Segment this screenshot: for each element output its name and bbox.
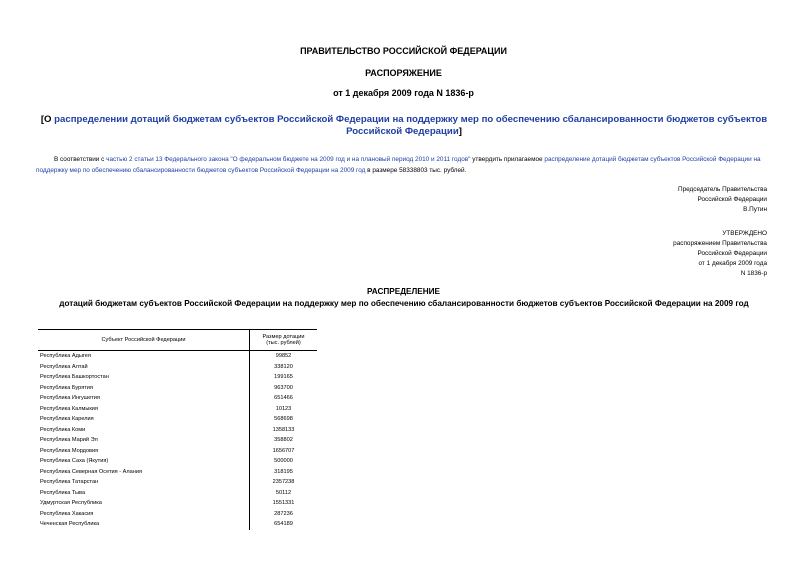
table-row (38, 425, 317, 436)
approval-line-2: распоряжением Правительства (673, 240, 767, 247)
title-close-bracket: ] (458, 126, 462, 137)
table-row (38, 351, 317, 362)
subsidy-amount-cell: 50112 (275, 489, 292, 496)
region-name-cell: Республика Карелия (38, 414, 250, 425)
table-row (38, 519, 317, 530)
subsidy-amount-cell: 500000 (274, 458, 293, 465)
table-row (38, 362, 317, 373)
subsidy-amount-cell: 963700 (274, 384, 293, 391)
approval-line-5: N 1836-р (740, 270, 767, 277)
table-header-row (38, 330, 317, 351)
table-row (38, 435, 317, 446)
region-name-cell: Республика Адыгея (38, 351, 250, 362)
table-row (38, 467, 317, 478)
region-name-cell: Республика Башкортостан (38, 372, 250, 383)
region-name-cell: Республика Тыва (38, 488, 250, 499)
government-header: ПРАВИТЕЛЬСТВО РОССИЙСКОЙ ФЕДЕРАЦИИ (300, 46, 507, 56)
title-open-bracket: [О (40, 114, 55, 125)
subsidy-amount-cell: 318195 (274, 468, 293, 475)
region-name-cell: Республика Бурятия (38, 383, 250, 394)
subsidy-amount-cell: 2357238 (272, 479, 295, 486)
region-name-cell: Республика Татарстан (38, 477, 250, 488)
document-title (36, 114, 772, 138)
distribution-link[interactable]: распределение дотаций бюджетам субъектов Российской Федерации на поддержку мер по обеспечению сбалансированности бюджетов субъектов Российской Федерации на 2009 год (36, 156, 761, 174)
subsidy-amount-cell: 287236 (274, 510, 293, 517)
document-type: РАСПОРЯЖЕНИЕ (365, 68, 442, 78)
table-row (38, 393, 317, 404)
table-row (38, 446, 317, 457)
approval-block (527, 229, 767, 279)
subsidy-amount-cell: 1358133 (272, 426, 295, 433)
preamble-text-2: утвердить прилагаемое (470, 156, 545, 163)
table-row (38, 414, 317, 425)
distribution-title: РАСПРЕДЕЛЕНИЕ (367, 287, 440, 296)
distribution-subtitle: дотаций бюджетам субъектов Российской Федерации на поддержку мер по обеспечению сбалансированности бюджетов субъектов Российской Федерации на 2009 год (59, 299, 749, 308)
column-header-amount-line2: (тыс. рублей) (266, 340, 301, 346)
distribution-table (38, 329, 317, 530)
table-body (38, 351, 317, 530)
signature-line-1: Председатель Правительства (678, 186, 767, 193)
approval-line-3: Российской Федерации (697, 250, 767, 257)
region-name-cell: Республика Калмыкия (38, 404, 250, 415)
region-name-cell: Удмуртская Республика (38, 498, 250, 509)
table-row (38, 404, 317, 415)
preamble-text-1: В соответствии с (54, 156, 107, 163)
table-row (38, 498, 317, 509)
preamble-paragraph (36, 154, 772, 176)
subsidy-amount-cell: 99852 (275, 353, 292, 360)
table-row (38, 456, 317, 467)
subsidy-amount-cell: 568698 (274, 416, 293, 423)
subsidy-amount-cell: 199165 (274, 374, 293, 381)
region-name-cell: Республика Мордовия (38, 446, 250, 457)
subsidy-amount-cell: 1551331 (272, 500, 295, 507)
region-name-cell: Республика Марий Эл (38, 435, 250, 446)
table-row (38, 509, 317, 520)
signature-line-2: Российской Федерации (697, 196, 767, 203)
table-row (38, 477, 317, 488)
approval-line-4: от 1 декабря 2009 года (698, 260, 767, 267)
region-name-cell: Республика Саха (Якутия) (38, 456, 250, 467)
table-row (38, 488, 317, 499)
signature-block (527, 185, 767, 215)
column-header-subject: Субъект Российской Федерации (38, 330, 250, 351)
table-row (38, 372, 317, 383)
title-link[interactable]: распределении дотаций бюджетам субъектов Российской Федерации на поддержку мер по обеспечению сбалансированности бюджетов субъектов Российской Федерации (54, 114, 768, 137)
region-name-cell: Республика Алтай (38, 362, 250, 373)
region-name-cell: Республика Коми (38, 425, 250, 436)
region-name-cell: Республика Ингушетия (38, 393, 250, 404)
subsidy-amount-cell: 1656707 (272, 447, 295, 454)
signature-line-3: В.Путин (743, 206, 767, 213)
subsidy-amount-cell: 654189 (274, 521, 293, 528)
subsidy-amount-cell: 338120 (274, 363, 293, 370)
column-header-amount-line1: Размер дотации (262, 334, 305, 340)
subsidy-amount-cell: 10123 (275, 405, 292, 412)
law-reference-link[interactable]: частью 2 статьи 13 Федерального закона "О федеральном бюджете на 2009 год и на плановый период 2010 и 2011 годов" (106, 156, 471, 163)
approval-line-1: УТВЕРЖДЕНО (722, 230, 767, 237)
region-name-cell: Чеченская Республика (38, 519, 250, 530)
region-name-cell: Республика Северная Осетия - Алания (38, 467, 250, 478)
subsidy-amount-cell: 651466 (274, 395, 293, 402)
table-row (38, 383, 317, 394)
column-header-amount (250, 330, 318, 351)
preamble-text-3: в размере 58338803 тыс. рублей. (365, 167, 467, 174)
document-date-number: от 1 декабря 2009 года N 1836-р (333, 88, 474, 98)
subsidy-amount-cell: 358802 (274, 437, 293, 444)
region-name-cell: Республика Хакасия (38, 509, 250, 520)
